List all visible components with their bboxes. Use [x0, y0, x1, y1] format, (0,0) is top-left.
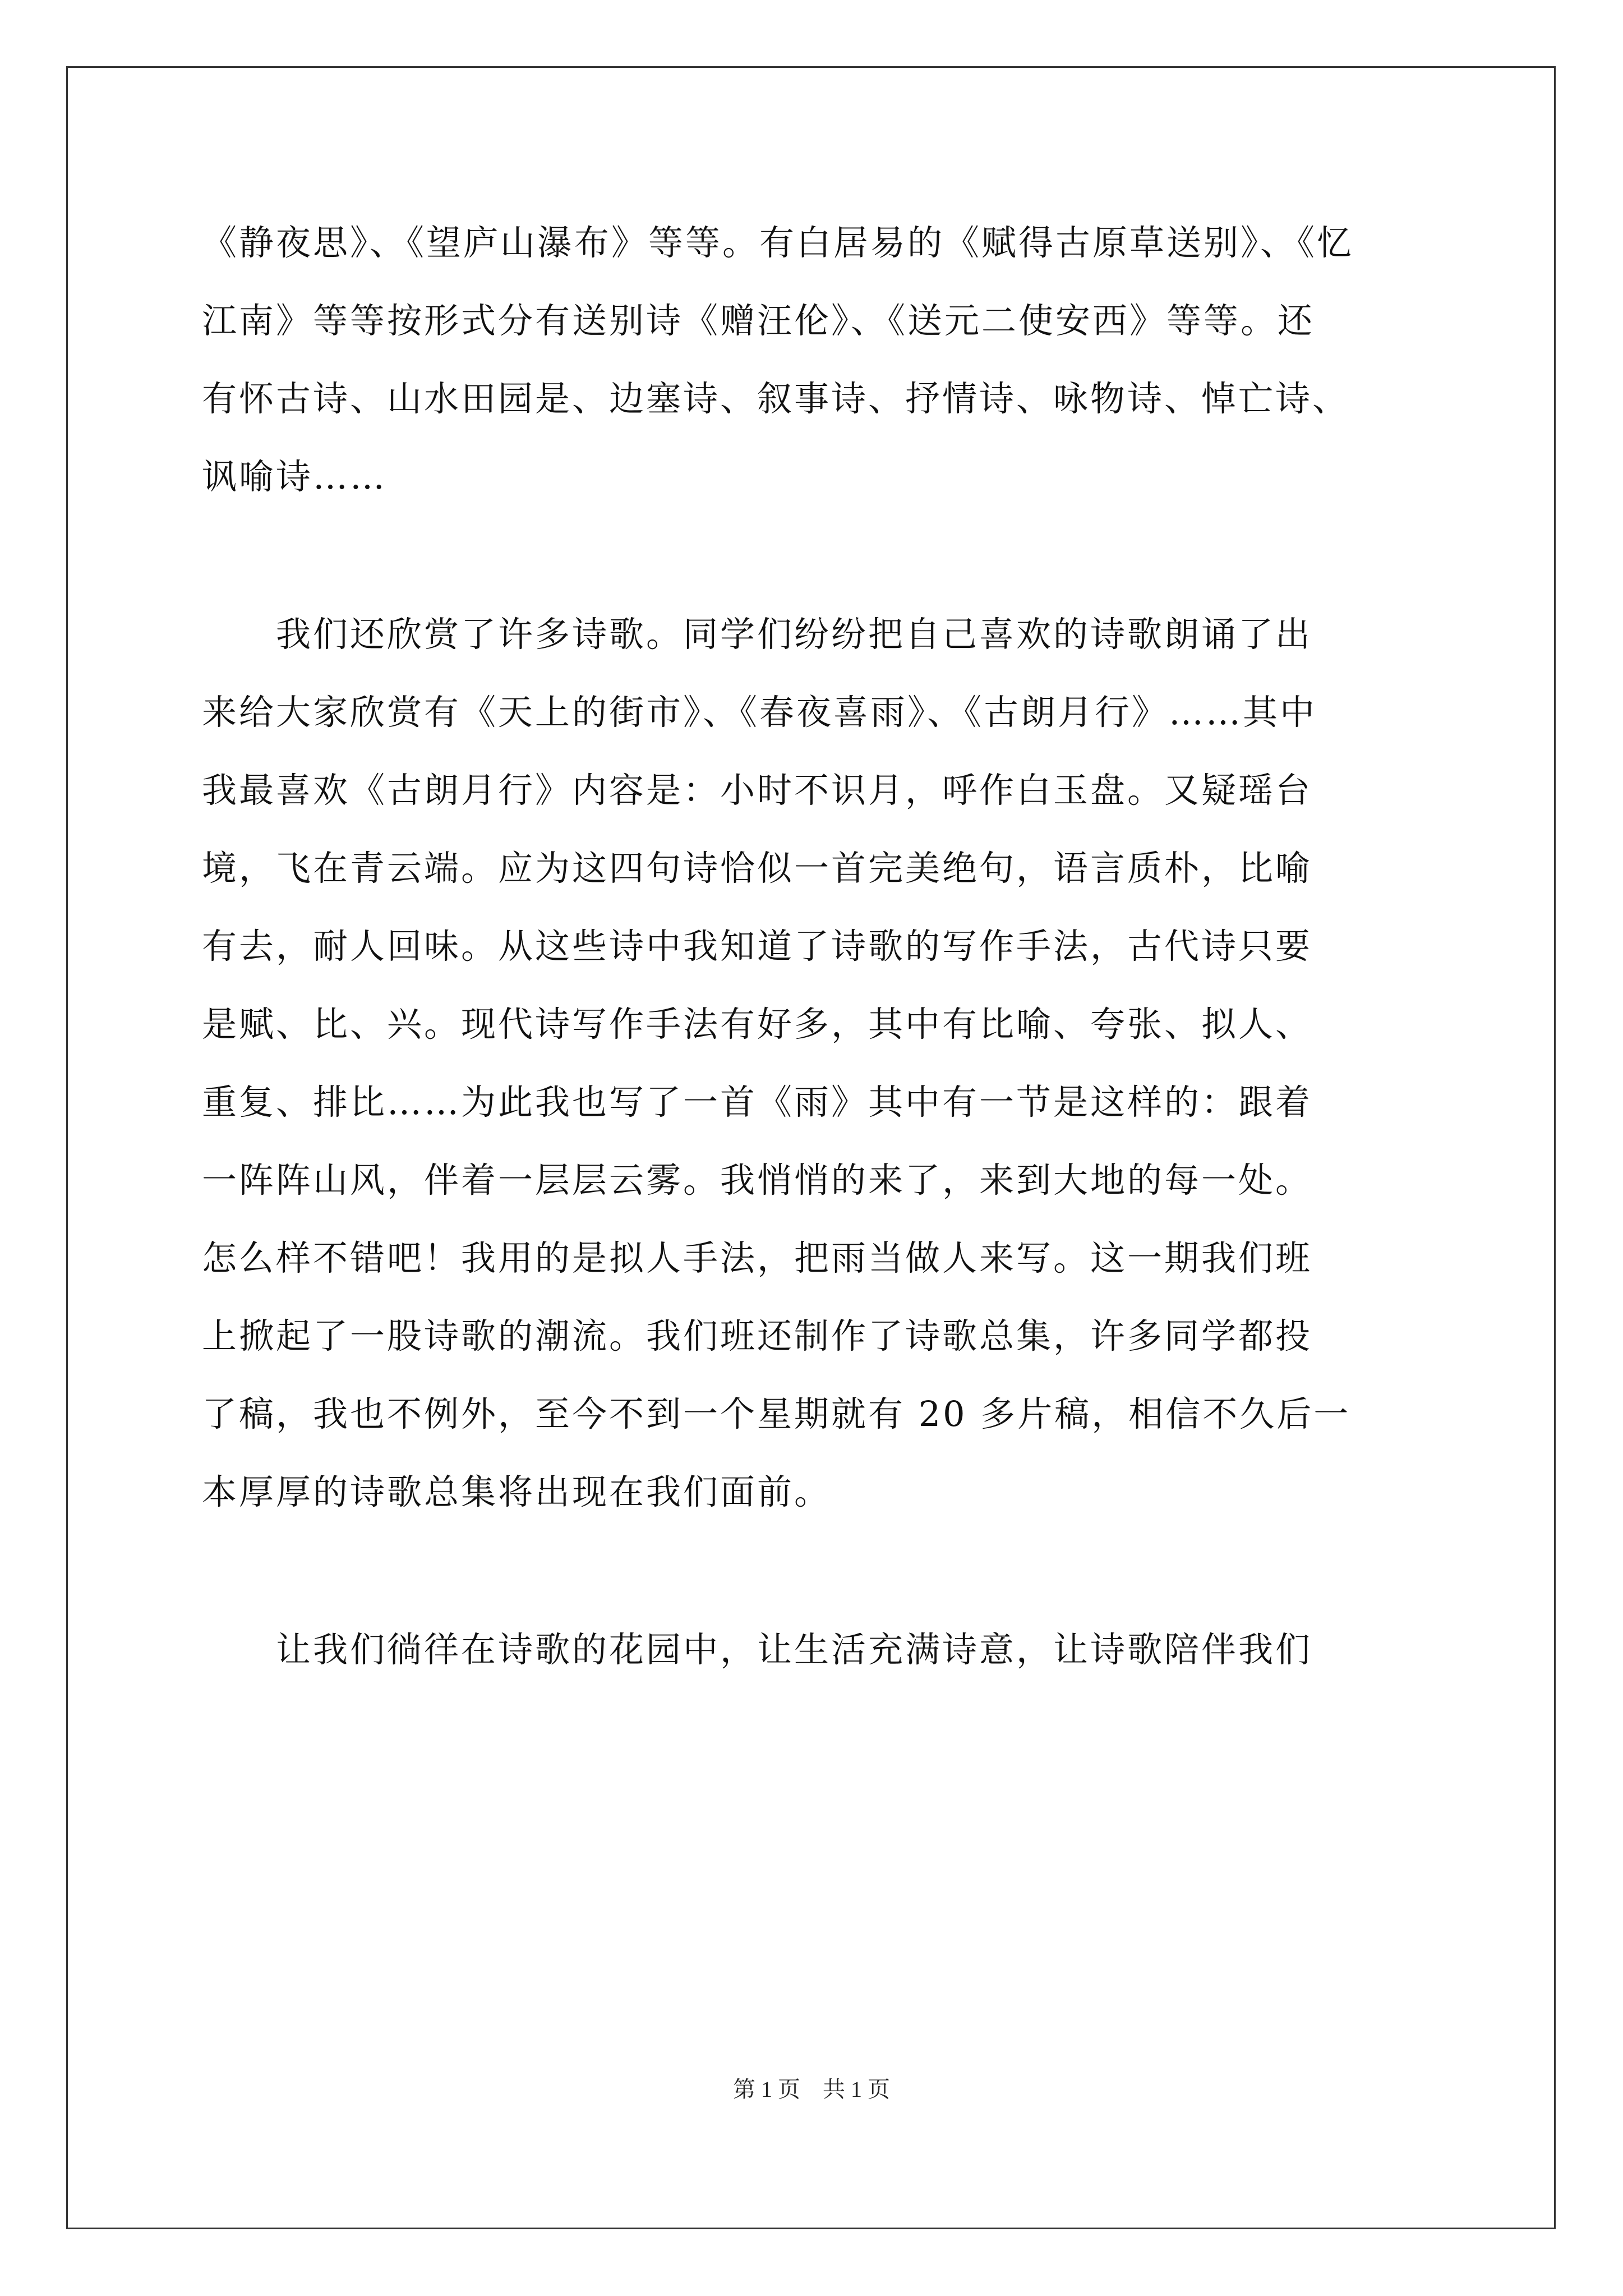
text-line: 让我们徜徉在诗歌的花园中，让生活充满诗意，让诗歌陪伴我们	[202, 1629, 1313, 1670]
text-line: 有怀古诗、山水田园是、边塞诗、叙事诗、抒情诗、咏物诗、悼亡诗、	[202, 378, 1350, 419]
text-line: 我们还欣赏了许多诗歌。同学们纷纷把自己喜欢的诗歌朗诵了出	[202, 614, 1313, 655]
text-line: 来给大家欣赏有《天上的街市》、《春夜喜雨》、《古朗月行》……其中	[202, 692, 1317, 733]
text-line: 讽喻诗……	[202, 456, 388, 497]
text-line: 境，飞在青云端。应为这四句诗恰似一首完美绝句，语言质朴，比喻	[202, 848, 1313, 889]
text-line: 一阵阵山风，伴着一层层云雾。我悄悄的来了，来到大地的每一处。	[202, 1159, 1313, 1200]
text-line: 本厚厚的诗歌总集将出现在我们面前。	[202, 1471, 832, 1512]
text-line: 《静夜思》、《望庐山瀑布》等等。有白居易的《赋得古原草送别》、《忆	[202, 222, 1354, 263]
text-line: 江南》等等按形式分有送别诗《赠汪伦》、《送元二使安西》等等。还	[202, 300, 1315, 341]
text-line: 了稿，我也不例外，至今不到一个星期就有 20 多片稿，相信不久后一	[202, 1393, 1351, 1434]
text-line: 上掀起了一股诗歌的潮流。我们班还制作了诗歌总集，许多同学都投	[202, 1315, 1313, 1356]
text-line: 是赋、比、兴。现代诗写作手法有好多，其中有比喻、夸张、拟人、	[202, 1004, 1313, 1045]
text-line: 有去，耐人回味。从这些诗中我知道了诗歌的写作手法，古代诗只要	[202, 926, 1313, 967]
text-line: 重复、排比……为此我也写了一首《雨》其中有一节是这样的：跟着	[202, 1082, 1313, 1122]
text-line: 怎么样不错吧！我用的是拟人手法，把雨当做人来写。这一期我们班	[202, 1237, 1313, 1278]
text-line: 我最喜欢《古朗月行》内容是：小时不识月，呼作白玉盘。又疑瑶台	[202, 770, 1313, 811]
page-number-footer: 第 1 页 共 1 页	[733, 2077, 890, 2102]
